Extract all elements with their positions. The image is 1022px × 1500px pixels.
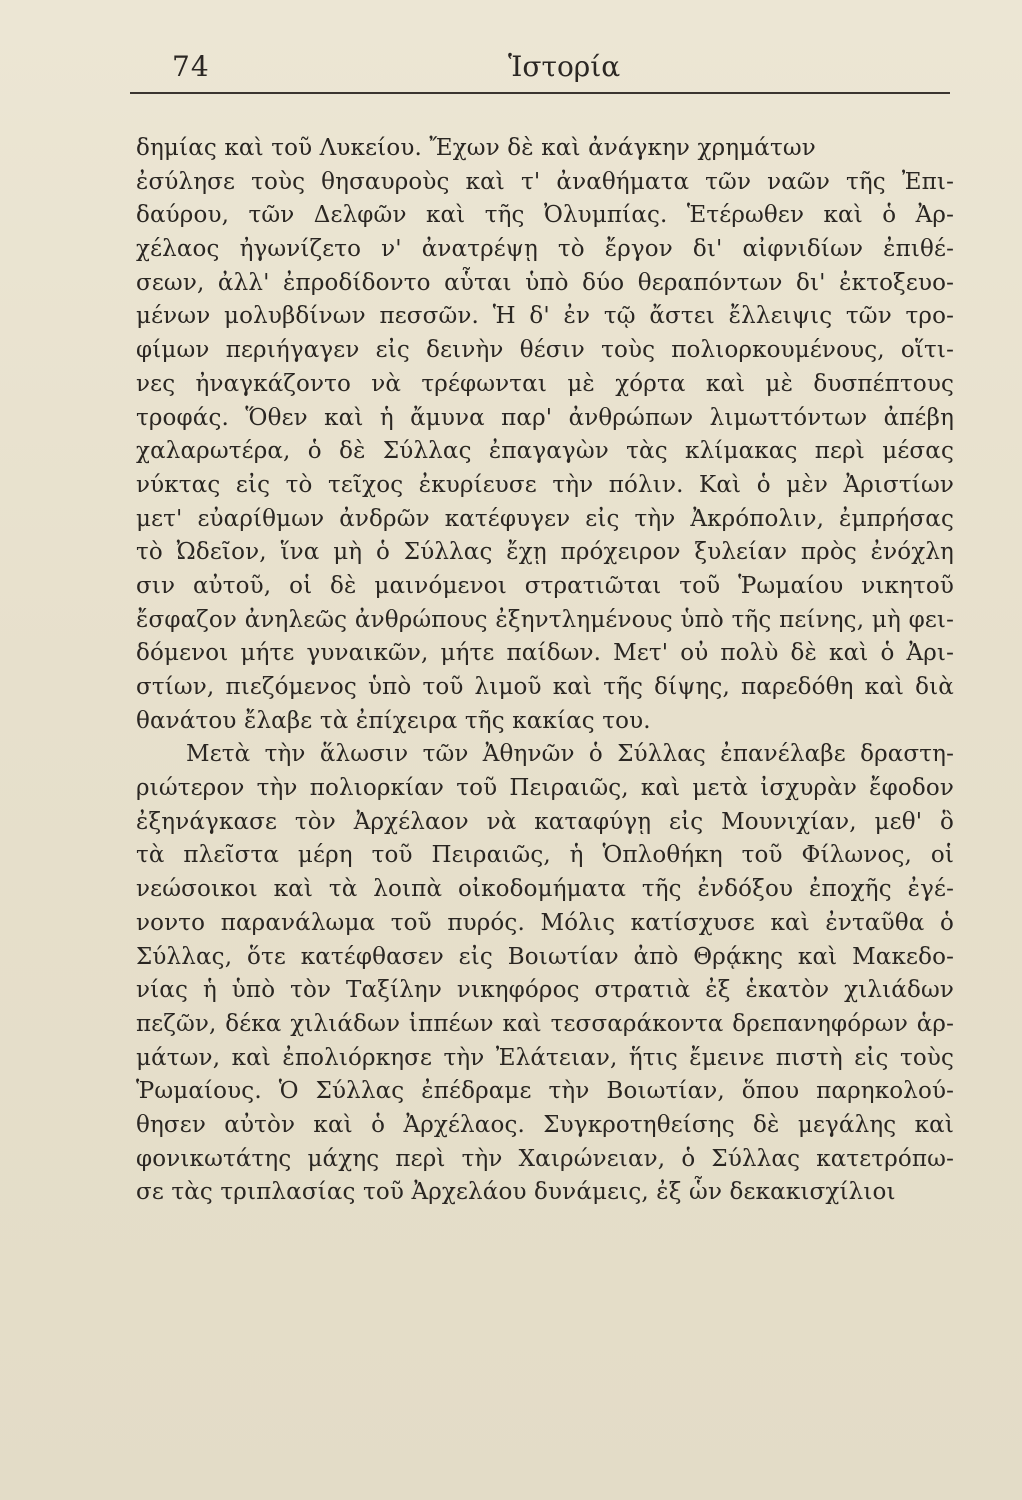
text-line: χέλαος ἠγωνίζετο ν' ἀνατρέψῃ τὸ ἔργον δι' αἰφνιδίων ἐπιθέ- [136, 236, 954, 263]
page-number: 74 [172, 50, 210, 83]
text-line: νίας ἡ ὑπὸ τὸν Ταξίλην νικηφόρος στρατιὰ ἐξ ἑκατὸν χιλιάδων [136, 977, 954, 1004]
text-line: ἔσφαζον ἀνηλεῶς ἀνθρώπους ἐξηντλημένους ὑπὸ τῆς πείνης, μὴ φει- [136, 606, 954, 633]
page-header [130, 50, 950, 94]
text-line: θανάτου ἔλαβε τὰ ἐπίχειρα τῆς κακίας του. [136, 707, 651, 734]
text-line: δημίας καὶ τοῦ Λυκείου. Ἔχων δὲ καὶ ἀνάγκην χρημάτων [136, 135, 816, 161]
text-line: τὸ Ὠδεῖον, ἵνα μὴ ὁ Σύλλας ἔχῃ πρόχειρον ξυλείαν πρὸς ἐνόχλη [136, 539, 954, 566]
body-text [136, 132, 954, 1210]
text-line: θησεν αὐτὸν καὶ ὁ Ἀρχέλαος. Συγκροτηθείσης δὲ μεγάλης καὶ [136, 1111, 954, 1138]
text-line: μάτων, καὶ ἐπολιόρκησε τὴν Ἐλάτειαν, ἥτις ἔμεινε πιστὴ εἰς τοὺς [136, 1044, 954, 1071]
text-line: στίων, πιεζόμενος ὑπὸ τοῦ λιμοῦ καὶ τῆς δίψης, παρεδόθη καὶ διὰ [136, 674, 954, 700]
text-line: ἐξηνάγκασε τὸν Ἀρχέλαον νὰ καταφύγῃ εἰς Μουνιχίαν, μεθ' ὃ [136, 808, 954, 835]
text-line: σε τὰς τριπλασίας τοῦ Ἀρχελάου δυνάμεις, ἐξ ὧν δεκακισχίλιοι [136, 1179, 896, 1206]
header-rule [130, 92, 950, 94]
text-line: χαλαρωτέρα, ὁ δὲ Σύλλας ἐπαγαγὼν τὰς κλίμακας περὶ μέσας [136, 438, 954, 465]
text-line: δαύρου, τῶν Δελφῶν καὶ τῆς Ὀλυμπίας. Ἑτέρωθεν καὶ ὁ Ἀρ- [136, 202, 954, 229]
text-line: νεώσοικοι καὶ τὰ λοιπὰ οἰκοδομήματα τῆς ἐνδόξου ἐποχῆς ἐγέ- [136, 876, 954, 903]
text-line: νύκτας εἰς τὸ τεῖχος ἐκυρίευσε τὴν πόλιν. Καὶ ὁ μὲν Ἀριστίων [136, 471, 954, 498]
text-line: ἐσύλησε τοὺς θησαυροὺς καὶ τ' ἀναθήματα τῶν ναῶν τῆς Ἐπι- [136, 168, 954, 195]
text-line: τροφάς. Ὅθεν καὶ ἡ ἄμυνα παρ' ἀνθρώπων λιμωττόντων ἀπέβη [136, 404, 954, 431]
text-line: σιν αὐτοῦ, οἱ δὲ μαινόμενοι στρατιῶται τοῦ Ῥωμαίου νικητοῦ [136, 572, 954, 599]
text-line: ριώτερον τὴν πολιορκίαν τοῦ Πειραιῶς, καὶ μετὰ ἰσχυρὰν ἔφοδον [136, 775, 954, 802]
running-title: Ἱστορία [508, 50, 621, 83]
text-line: τὰ πλεῖστα μέρη τοῦ Πειραιῶς, ἡ Ὁπλοθήκη τοῦ Φίλωνος, οἱ [136, 842, 954, 869]
text-line: μένων μολυβδίνων πεσσῶν. Ἡ δ' ἐν τῷ ἄστει ἔλλειψις τῶν τρο- [136, 303, 954, 330]
text-line: Ῥωμαίους. Ὁ Σύλλας ἐπέδραμε τὴν Βοιωτίαν, ὅπου παρηκολού- [136, 1078, 954, 1105]
text-line: νες ἠναγκάζοντο νὰ τρέφωνται μὲ χόρτα καὶ μὲ δυσπέπτους [136, 370, 954, 397]
paragraph-first-line: Μετὰ τὴν ἅλωσιν τῶν Ἀθηνῶν ὁ Σύλλας ἐπανέλαβε δραστη- [186, 741, 954, 768]
text-line: Σύλλας, ὅτε κατέφθασεν εἰς Βοιωτίαν ἀπὸ Θρᾴκης καὶ Μακεδο- [136, 943, 954, 970]
text-line: δόμενοι μήτε γυναικῶν, μήτε παίδων. Μετ' οὐ πολὺ δὲ καὶ ὁ Ἀρι- [136, 640, 954, 667]
text-line: σεων, ἀλλ' ἐπροδίδοντο αὗται ὑπὸ δύο θεραπόντων δι' ἐκτοξευο- [136, 269, 954, 296]
text-line: νοντο παρανάλωμα τοῦ πυρός. Μόλις κατίσχυσε καὶ ἐνταῦθα ὁ [136, 909, 954, 936]
text-line: φίμων περιήγαγεν εἰς δεινὴν θέσιν τοὺς πολιορκουμένους, οἵτι- [136, 337, 954, 364]
text-line: πεζῶν, δέκα χιλιάδων ἱππέων καὶ τεσσαράκοντα δρεπανηφόρων ἁρ- [136, 1010, 954, 1037]
text-line: φονικωτάτης μάχης περὶ τὴν Χαιρώνειαν, ὁ Σύλλας κατετρόπω- [136, 1145, 954, 1172]
text-line: μετ' εὐαρίθμων ἀνδρῶν κατέφυγεν εἰς τὴν Ἀκρόπολιν, ἐμπρήσας [136, 505, 954, 532]
